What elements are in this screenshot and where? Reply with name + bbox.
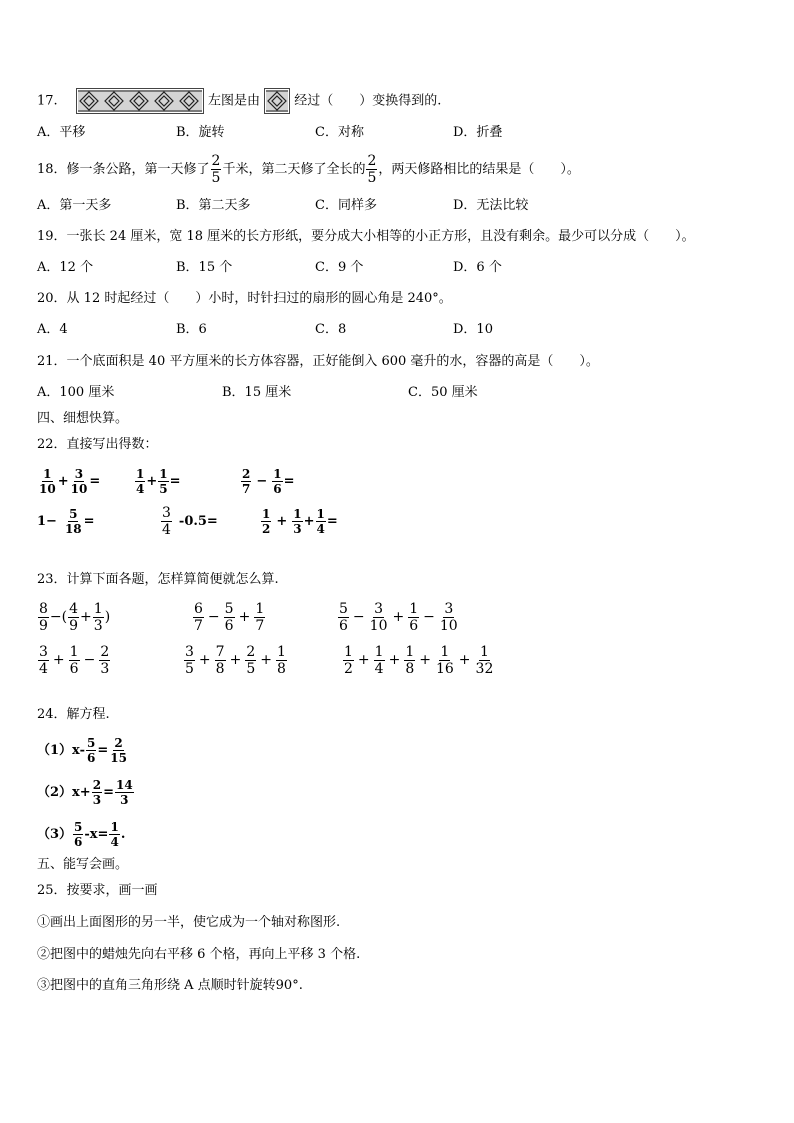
fraction: $\frac{5}{6}$ bbox=[74, 820, 83, 849]
q21-option-b: B．15 厘米 bbox=[222, 385, 292, 400]
q18-text-a: 18．修一条公路，第一天修了 bbox=[37, 162, 210, 177]
fraction: $\frac{5}{18}$ bbox=[64, 507, 82, 536]
q20-option-c: C．8 bbox=[315, 322, 347, 337]
q19-text: 19．一张长 24 厘米，宽 18 厘米的长方形纸，要分成大小相等的小正方形，且没有剩余。最少可以分成（ ）。 bbox=[37, 229, 695, 244]
single-diamond-unit-image bbox=[264, 88, 290, 114]
q18-option-c: C．同样多 bbox=[315, 198, 377, 213]
q25-text: 25．按要求，画一画 bbox=[37, 883, 158, 898]
q18-option-a: A．第一天多 bbox=[37, 198, 112, 213]
q18-text-c: ，两天修路相比的结果是（ ）。 bbox=[378, 162, 580, 177]
q23-expr-6: $\frac{1}{2}$ + $\frac{1}{4}$ + $\frac{1}{8}$ + $\frac{1}{16}$ + $\frac{1}{32}$ bbox=[344, 644, 494, 677]
q18-option-d: D．无法比较 bbox=[453, 198, 529, 213]
fraction: $\frac{6}{7}$ bbox=[194, 601, 203, 634]
q22-expr-6: $\frac{1}{2}$ + $\frac{1}{3}$ + $\frac{1}{4}$ = bbox=[262, 507, 338, 536]
q17-option-a: A．平移 bbox=[37, 125, 86, 140]
fraction: $\frac{5}{6}$ bbox=[224, 601, 234, 634]
fraction: $\frac{3}{10}$ bbox=[439, 601, 458, 634]
fraction: $\frac{5}{6}$ bbox=[86, 736, 96, 765]
q19-option-c: C．9 个 bbox=[315, 260, 364, 275]
fraction: $\frac{1}{8}$ bbox=[405, 644, 415, 677]
fraction: $\frac{1}{2}$ bbox=[344, 644, 353, 677]
fraction: $\frac{1}{10}$ bbox=[39, 467, 56, 496]
fraction: $\frac{4}{9}$ bbox=[69, 601, 79, 634]
q22-expr-4: 1− $\frac{5}{18}$ = bbox=[37, 507, 95, 536]
q24-text: 24．解方程. bbox=[37, 707, 110, 722]
q22-expr-2: $\frac{1}{4}$ + $\frac{1}{5}$ = bbox=[136, 467, 181, 496]
q25-item-2: ②把图中的蜡烛先向右平移 6 个格，再向上平移 3 个格. bbox=[37, 947, 361, 962]
q20-text: 20．从 12 时起经过（ ）小时，时针扫过的扇形的圆心角是 240°。 bbox=[37, 291, 452, 306]
fraction: $\frac{1}{7}$ bbox=[255, 601, 265, 634]
fraction: $\frac{1}{4}$ bbox=[110, 820, 119, 849]
fraction: $\frac{5}{6}$ bbox=[339, 601, 348, 634]
fraction: $\frac{3}{10}$ bbox=[70, 467, 88, 496]
q21-option-c: C．50 厘米 bbox=[408, 385, 478, 400]
fraction: $\frac{1}{2}$ bbox=[262, 507, 271, 536]
fraction: $\frac{1}{3}$ bbox=[93, 601, 103, 634]
q23-expr-5: $\frac{3}{5}$ + $\frac{7}{8}$ + $\frac{2}{5}$ + $\frac{1}{8}$ bbox=[185, 644, 286, 677]
q24-equation-3: （3） $\frac{5}{6}$ -x= $\frac{1}{4}$ . bbox=[37, 820, 126, 849]
fraction: $\frac{3}{5}$ bbox=[185, 644, 194, 677]
q23-expr-3: $\frac{5}{6}$ − $\frac{3}{10}$ + $\frac{1}{6}$ − $\frac{3}{10}$ bbox=[339, 601, 458, 634]
fraction: $\frac{1}{32}$ bbox=[475, 644, 494, 677]
fraction: $\frac{1}{6}$ bbox=[273, 467, 282, 496]
fraction: $\frac{1}{4}$ bbox=[316, 507, 325, 536]
fraction: $\frac{1}{5}$ bbox=[159, 467, 168, 496]
fraction: $\frac{1}{16}$ bbox=[435, 644, 454, 677]
q18-line bbox=[37, 150, 580, 190]
q22-expr-5: $\frac{3}{4}$ -0.5= bbox=[162, 505, 218, 538]
q20-option-b: B．6 bbox=[176, 322, 207, 337]
q17-text-a: 左图是由 bbox=[207, 93, 260, 109]
q21-text: 21．一个底面积是 40 平方厘米的长方体容器，正好能倒入 600 毫升的水，容器的高是（ ）。 bbox=[37, 354, 599, 369]
section-4-heading: 四、细想快算。 bbox=[37, 411, 129, 426]
q18-option-b: B．第二天多 bbox=[176, 198, 251, 213]
q23-text: 23．计算下面各题，怎样算简便就怎么算. bbox=[37, 572, 279, 587]
q18-fraction-1: $\frac{2}{5}$ bbox=[211, 153, 221, 186]
fraction: $\frac{1}{4}$ bbox=[136, 467, 145, 496]
q22-text: 22．直接写出得数： bbox=[37, 437, 158, 452]
q20-option-a: A．4 bbox=[37, 322, 68, 337]
fraction: $\frac{1}{8}$ bbox=[276, 644, 286, 677]
fraction: $\frac{7}{8}$ bbox=[215, 644, 225, 677]
q24-equation-1: （1）x- $\frac{5}{6}$ = $\frac{2}{15}$ bbox=[37, 736, 127, 765]
q22-expr-1: $\frac{1}{10}$ + $\frac{3}{10}$ = bbox=[39, 467, 101, 496]
fraction: $\frac{2}{3}$ bbox=[92, 778, 102, 807]
fraction: $\frac{3}{4}$ bbox=[39, 644, 48, 677]
q24-equation-2: （2）x+ $\frac{2}{3}$ = $\frac{14}{3}$ bbox=[37, 778, 133, 807]
q17-option-c: C．对称 bbox=[315, 125, 364, 140]
section-5-heading: 五、能写会画。 bbox=[37, 857, 129, 872]
fraction: $\frac{2}{15}$ bbox=[110, 736, 127, 765]
fraction: $\frac{2}{7}$ bbox=[242, 467, 251, 496]
fraction: $\frac{3}{10}$ bbox=[369, 601, 388, 634]
q25-item-1: ①画出上面图形的另一半，使它成为一个轴对称图形. bbox=[37, 915, 341, 930]
fraction: $\frac{3}{4}$ bbox=[162, 505, 171, 538]
q19-option-b: B．15 个 bbox=[176, 260, 233, 275]
fraction: $\frac{14}{3}$ bbox=[115, 778, 133, 807]
q23-expr-4: $\frac{3}{4}$ + $\frac{1}{6}$ − $\frac{2}{3}$ bbox=[39, 644, 110, 677]
q23-expr-1: $\frac{8}{9}$ −( $\frac{4}{9}$ + $\frac{1}{3}$ ) bbox=[39, 601, 111, 634]
q22-expr-3: $\frac{2}{7}$ − $\frac{1}{6}$ = bbox=[242, 467, 295, 496]
q21-option-a: A．100 厘米 bbox=[37, 385, 115, 400]
fraction: $\frac{2}{3}$ bbox=[100, 644, 110, 677]
q25-item-3: ③把图中的直角三角形绕 A 点顺时针旋转90°. bbox=[37, 978, 303, 993]
q17-line bbox=[37, 88, 441, 114]
q17-text-b: 经过（ ）变换得到的. bbox=[294, 93, 442, 109]
fraction: $\frac{1}{4}$ bbox=[374, 644, 384, 677]
q18-fraction-2: $\frac{2}{5}$ bbox=[367, 153, 377, 186]
fraction: $\frac{8}{9}$ bbox=[39, 601, 48, 634]
diamond-pattern-strip-image bbox=[76, 88, 204, 114]
fraction: $\frac{2}{5}$ bbox=[246, 644, 256, 677]
fraction: $\frac{1}{6}$ bbox=[409, 601, 419, 634]
q19-option-a: A．12 个 bbox=[37, 260, 94, 275]
q18-text-b: 千米，第二天修了全长的 bbox=[222, 162, 366, 177]
fraction: $\frac{1}{3}$ bbox=[293, 507, 302, 536]
q19-option-d: D．6 个 bbox=[453, 260, 502, 275]
q17-option-b: B．旋转 bbox=[176, 125, 225, 140]
q17-number: 17. bbox=[37, 93, 58, 109]
fraction: $\frac{1}{6}$ bbox=[69, 644, 79, 677]
q23-expr-2: $\frac{6}{7}$ − $\frac{5}{6}$ + $\frac{1}{7}$ bbox=[194, 601, 265, 634]
q17-option-d: D．折叠 bbox=[453, 125, 503, 140]
q20-option-d: D．10 bbox=[453, 322, 493, 337]
